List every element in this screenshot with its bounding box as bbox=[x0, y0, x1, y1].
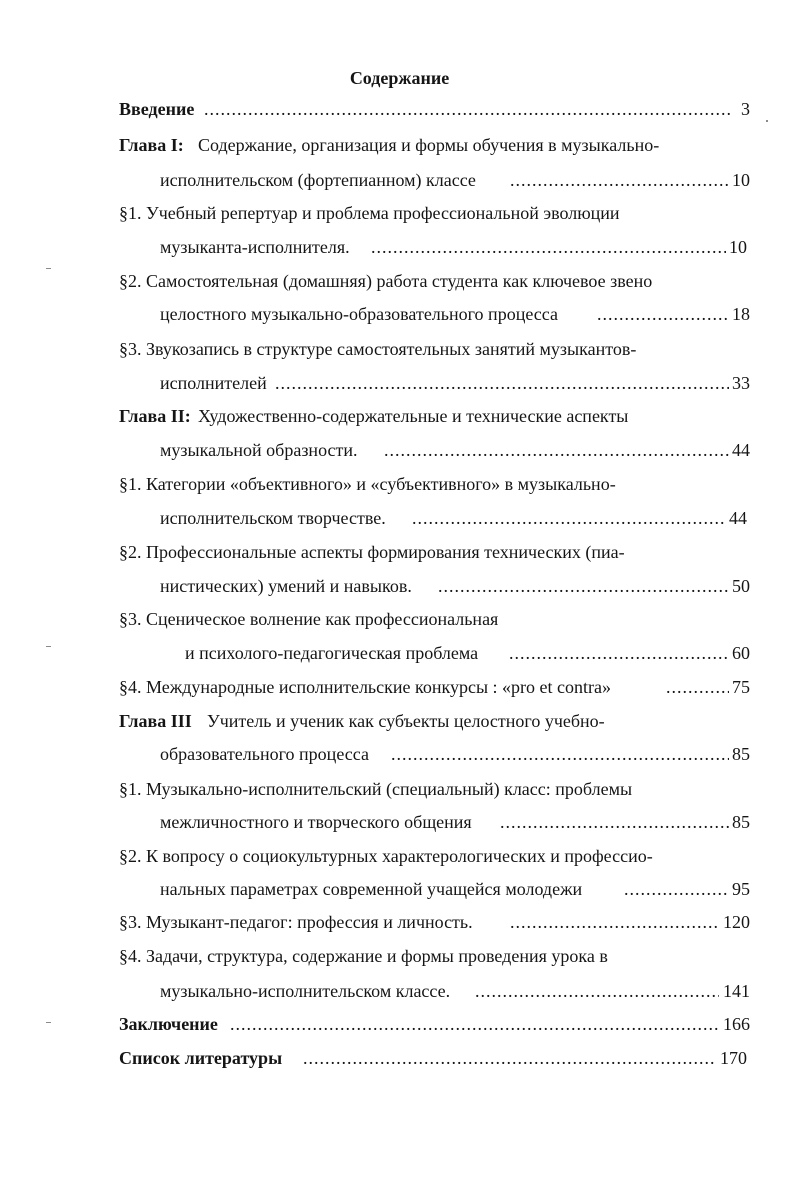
toc-page-number: 44 bbox=[732, 440, 750, 460]
toc-page-number: 120 bbox=[723, 912, 750, 932]
toc-page-number: 50 bbox=[732, 576, 750, 596]
toc-page-number: 3 bbox=[741, 99, 750, 119]
toc-leader-dots bbox=[204, 97, 732, 121]
toc-entry bbox=[0, 97, 799, 121]
toc-leader-dots bbox=[500, 810, 729, 834]
toc-entry bbox=[0, 709, 799, 733]
toc-leader-dots bbox=[371, 235, 726, 259]
toc-entry-text: §4. Задачи, структура, содержание и формы проведения урока в bbox=[119, 946, 608, 966]
toc-entry-lead: Список литературы bbox=[119, 1048, 283, 1068]
toc-leader-dots bbox=[275, 371, 729, 395]
toc-entry-text: образовательного процесса bbox=[160, 744, 369, 764]
toc-entry bbox=[0, 607, 799, 631]
toc-entry bbox=[0, 371, 799, 395]
toc-leader-dots bbox=[230, 1012, 719, 1036]
toc-leader-dots bbox=[624, 877, 729, 901]
toc-entry bbox=[0, 302, 799, 326]
toc-entry bbox=[0, 810, 799, 834]
toc-entry-text: §1. Категории «объективного» и «субъективного» в музыкально- bbox=[119, 474, 616, 494]
toc-page-number: 166 bbox=[723, 1014, 750, 1034]
toc-entry-lead: Заключение bbox=[119, 1014, 218, 1034]
toc-entry-text: музыканта-исполнителя. bbox=[160, 237, 350, 257]
toc-entry bbox=[0, 201, 799, 225]
toc-entry-text: нистических) умений и навыков. bbox=[160, 576, 412, 596]
toc-leader-dots bbox=[597, 302, 729, 326]
toc-entry-text: Учитель и ученик как субъекты целостного учебно- bbox=[207, 711, 605, 731]
toc-entry-lead: Глава I: bbox=[119, 135, 184, 155]
toc-entry bbox=[0, 337, 799, 361]
toc-entry bbox=[0, 910, 799, 934]
toc-entry-text: нальных параметрах современной учащейся молодежи bbox=[160, 879, 583, 899]
toc-entry-text: §3. Звукозапись в структуре самостоятельных занятий музыкантов- bbox=[119, 339, 637, 359]
toc-leader-dots bbox=[303, 1046, 716, 1070]
toc-entry bbox=[0, 777, 799, 801]
toc-entry bbox=[0, 438, 799, 462]
toc-entry-text: музыкальной образности. bbox=[160, 440, 358, 460]
toc-entry bbox=[0, 844, 799, 868]
toc-entry-text: межличностного и творческого общения bbox=[160, 812, 472, 832]
toc-entry-text: §2. К вопросу о социокультурных характерологических и профессио- bbox=[119, 846, 653, 866]
toc-leader-dots bbox=[510, 168, 729, 192]
toc-entry bbox=[0, 574, 799, 598]
toc-entry bbox=[0, 133, 799, 157]
toc-page-number: 60 bbox=[732, 643, 750, 663]
toc-page-number: 85 bbox=[732, 812, 750, 832]
toc-page-number: 85 bbox=[732, 744, 750, 764]
toc-entry bbox=[0, 944, 799, 968]
toc-entry-text: исполнительском (фортепианном) классе bbox=[160, 170, 476, 190]
toc-entry-text: §4. Международные исполнительские конкурсы : «pro et contra» bbox=[119, 677, 611, 697]
toc-entry-lead: Введение bbox=[119, 99, 195, 119]
toc-entry bbox=[0, 979, 799, 1003]
toc-title: Содержание bbox=[349, 68, 450, 88]
toc-page-number: 10 bbox=[732, 170, 750, 190]
toc-entry-text: Содержание, организация и формы обучения в музыкально- bbox=[198, 135, 660, 155]
toc-entry bbox=[0, 540, 799, 564]
toc-entry-text: §2. Профессиональные аспекты формирования технических (пиа- bbox=[119, 542, 625, 562]
toc-page-number: 170 bbox=[720, 1048, 747, 1068]
toc-entry-text: §2. Самостоятельная (домашняя) работа студента как ключевое звено bbox=[119, 271, 653, 291]
toc-entry-text: §1. Учебный репертуар и проблема профессиональной эволюции bbox=[119, 203, 620, 223]
toc-entry-text: исполнителей bbox=[160, 373, 267, 393]
toc-leader-dots bbox=[438, 574, 729, 598]
toc-leader-dots bbox=[510, 910, 719, 934]
toc-entry-lead: Глава II: bbox=[119, 406, 191, 426]
toc-entry bbox=[0, 235, 799, 259]
toc-leader-dots bbox=[384, 438, 729, 462]
toc-leader-dots bbox=[666, 675, 729, 699]
toc-page-number: 18 bbox=[732, 304, 750, 324]
toc-leader-dots bbox=[391, 742, 729, 766]
toc-entry bbox=[0, 1012, 799, 1036]
toc-entry-text: музыкально-исполнительском классе. bbox=[160, 981, 451, 1001]
toc-entry-text: исполнительском творчестве. bbox=[160, 508, 386, 528]
toc-page-number: 33 bbox=[732, 373, 750, 393]
toc-entry bbox=[0, 742, 799, 766]
toc-page-number: 10 bbox=[729, 237, 747, 257]
toc-entry-text: и психолого-педагогическая проблема bbox=[185, 643, 479, 663]
toc-entry-text: §3. Сценическое волнение как профессиональная bbox=[119, 609, 499, 629]
toc-entry bbox=[0, 877, 799, 901]
toc-entry-text: целостного музыкально-образовательного процесса bbox=[160, 304, 558, 324]
toc-entry bbox=[0, 404, 799, 428]
toc-entry-text: §1. Музыкально-исполнительский (специальный) класс: проблемы bbox=[119, 779, 633, 799]
toc-entry bbox=[0, 269, 799, 293]
toc-entry-text: Художественно-содержательные и технические аспекты bbox=[198, 406, 629, 426]
toc-entry bbox=[0, 168, 799, 192]
toc-leader-dots bbox=[412, 506, 726, 530]
toc-leader-dots bbox=[475, 979, 719, 1003]
toc-page-number: 141 bbox=[723, 981, 750, 1001]
toc-page-number: 75 bbox=[732, 677, 750, 697]
toc-entry-lead: Глава III bbox=[119, 711, 192, 731]
toc-entry bbox=[0, 675, 799, 699]
toc-entry bbox=[0, 506, 799, 530]
toc-page-number: 44 bbox=[729, 508, 747, 528]
toc-entry bbox=[0, 472, 799, 496]
toc-entry-text: §3. Музыкант-педагог: профессия и личность. bbox=[119, 912, 473, 932]
toc-entry bbox=[0, 1046, 799, 1070]
toc-page-number: 95 bbox=[732, 879, 750, 899]
toc-leader-dots bbox=[509, 641, 729, 665]
toc-entry bbox=[0, 641, 799, 665]
